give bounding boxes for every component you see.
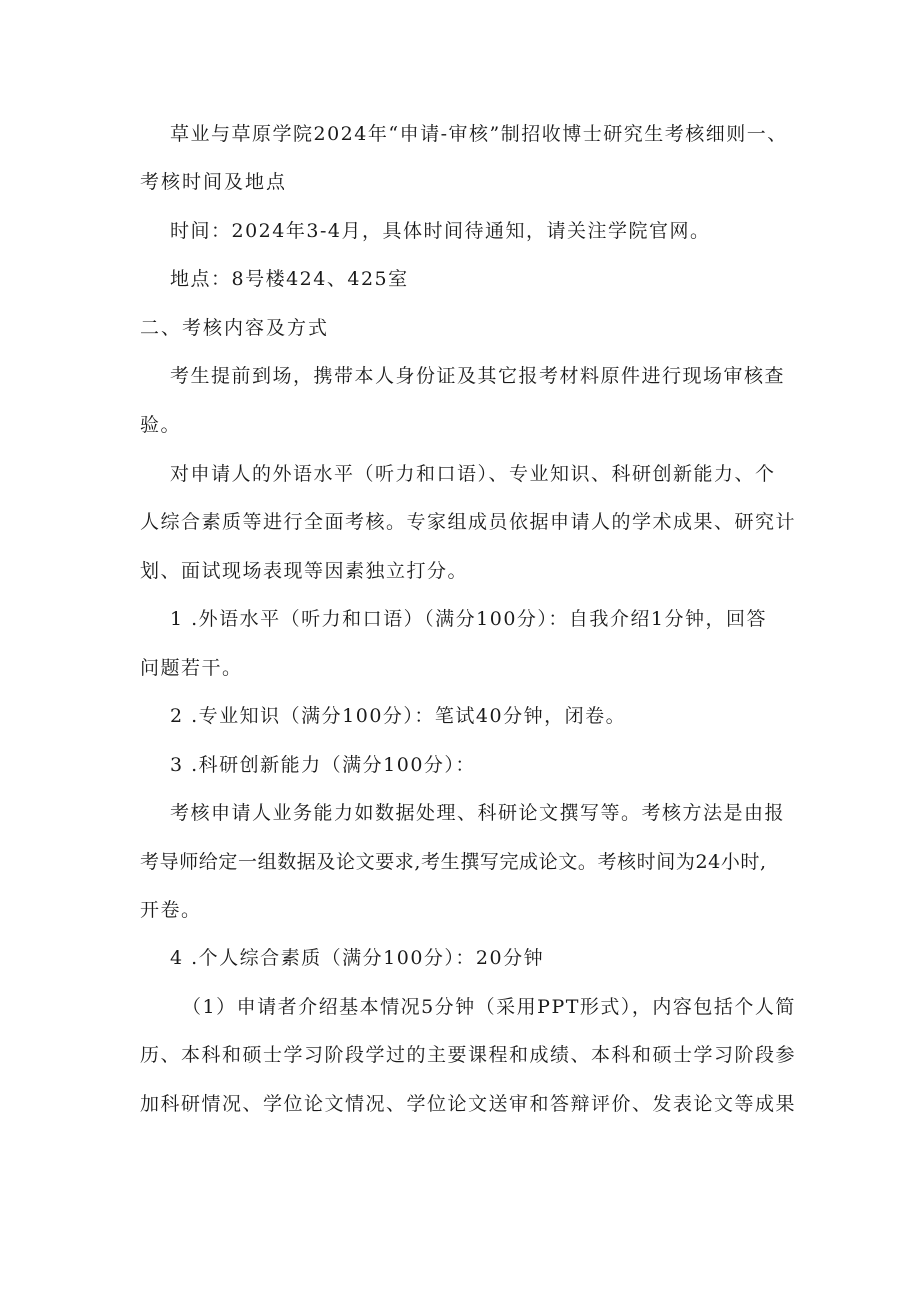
paragraph-line: 划、面试现场表现等因素独立打分。 [140,560,469,582]
list-item-foreign-language: 1 .外语水平（听力和口语）（满分100分）：自我介绍1分钟，回答 [170,608,768,630]
paragraph-line: 对申请人的外语水平（听力和口语）、专业知识、科研创新能力、个 [170,463,776,485]
list-item-professional-knowledge: 2 .专业知识（满分100分）：笔试40分钟，闭卷。 [170,705,627,727]
exam-time-text: 时间：2024年3-4月，具体时间待通知，请关注学院官网。 [170,220,711,242]
sub-item-self-introduction: （1）申请者介绍基本情况5分钟（采用PPT形式），内容包括个人简 [182,996,796,1018]
paragraph-line: 考生提前到场，携带本人身份证及其它报考材料原件进行现场审核查 [170,365,786,387]
paragraph-line: 加科研情况、学位论文情况、学位论文送审和答辩评价、发表论文等成果 [140,1093,797,1115]
section-heading-exam-time-place: 考核时间及地点 [140,171,288,193]
paragraph-line: 考导师给定一组数据及论文要求,考生撰写完成论文。考核时间为24小时, [140,851,767,873]
section-heading-exam-content: 二、考核内容及方式 [140,317,330,339]
paragraph-line: 验。 [140,414,182,436]
paragraph-line: 历、本科和硕士学习阶段学过的主要课程和成绩、本科和硕士学习阶段参 [140,1044,797,1066]
paragraph-line: 人综合素质等进行全面考核。专家组成员依据申请人的学术成果、研究计 [140,511,797,533]
paragraph-line: 问题若干。 [140,657,243,679]
paragraph-line: 开卷。 [140,899,202,921]
list-item-research-ability: 3 .科研创新能力（满分100分）： [170,754,476,776]
document-title-line: 草业与草原学院2024年“申请-审核”制招收博士研究生考核细则一、 [170,123,788,145]
paragraph-line: 考核申请人业务能力如数据处理、科研论文撰写等。考核方法是由报 [170,802,786,824]
list-item-personal-quality: 4 .个人综合素质（满分100分）：20分钟 [170,947,545,969]
exam-location-text: 地点：8号楼424、425室 [170,268,409,290]
